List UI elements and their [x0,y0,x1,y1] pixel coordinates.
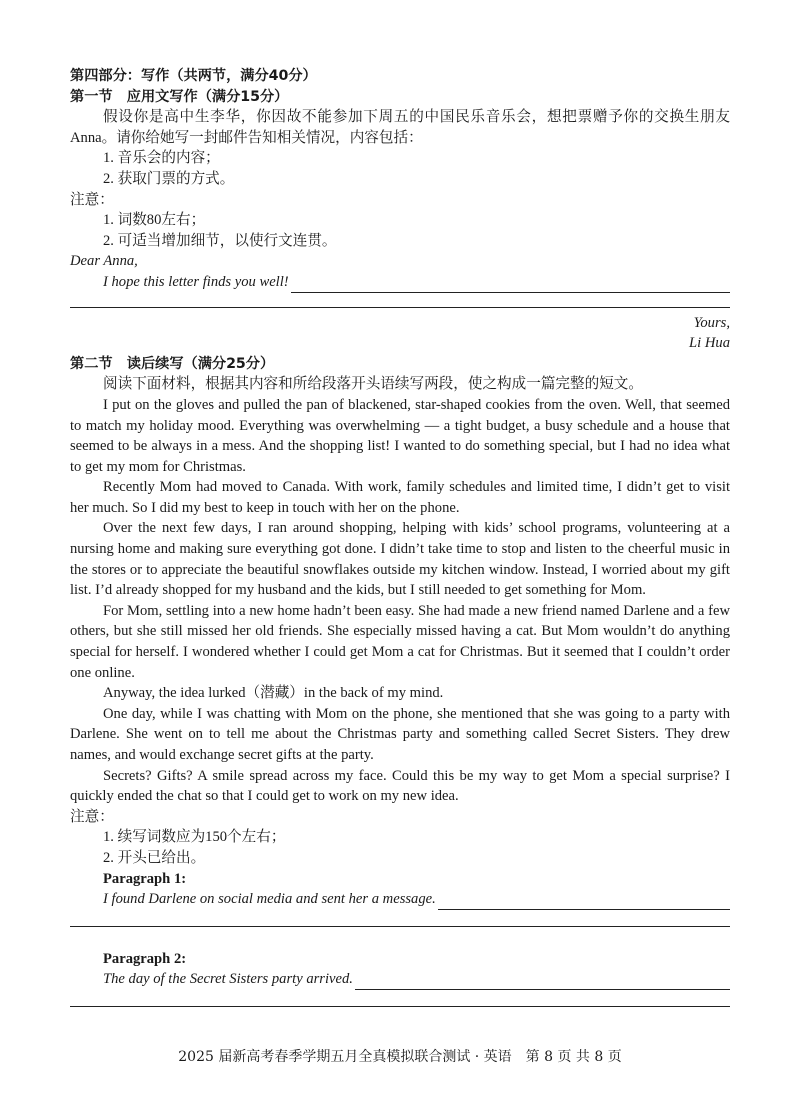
answer-line[interactable] [70,990,730,1007]
paragraph1-start: I found Darlene on social media and sent her a message. [103,891,436,908]
letter-opening: I hope this letter finds you well! [103,273,289,290]
story-paragraph: Anyway, the idea lurked（潜藏）in the back of my mind. [103,685,444,702]
section2-instruction: 阅读下面材料，根据其内容和所给段落开头语续写两段，使之构成一篇完整的短文。 [103,376,643,393]
story-paragraph: Recently Mom had moved to Canada. With work, family schedules and limited time, I didn’t get to visit her much. So I did my best to keep in touch with her on the phone. [70,479,730,516]
story-paragraph: For Mom, settling into a new home hadn’t been easy. She had made a new friend named Darlene and a few others, but she still missed her old friends. She especially missed having a cat. But Mom wouldn’t do anything special for herself. I wondered whether I could get Mom a cat for Christmas. But it seemed that I couldn’t order one online. [70,602,730,681]
answer-line[interactable] [70,293,730,308]
story-paragraph: I put on the gloves and pulled the pan of blackened, star-shaped cookies from the oven. Well, that seemed to match my holiday mood. Everything was overwhelming — a tight budget, a busy schedule and a house that seemed to be always in a mess. And the shopping list! I wanted to do something special, but I had no idea what to get my mom for Christmas. [70,396,730,475]
part4-title: 第四部分：写作（共两节，满分40分） [70,68,317,84]
note-item: 1. 词数80左右； [103,212,206,229]
section1-prompt: 假设你是高中生李华，你因故不能参加下周五的中国民乐音乐会，想把票赠予你的交换生朋友 Anna。请你给她写一封邮件告知相关情况，内容包括： [70,109,730,146]
requirement-item: 2. 获取门票的方式。 [103,170,235,187]
answer-line[interactable] [438,895,730,910]
note-item: 1. 续写词数应为150个左右； [103,829,286,846]
story-paragraph: One day, while I was chatting with Mom on the phone, she mentioned that she was going to a party with Darlene. She went on to tell me about the Christmas party and something called Secret Sisters. They drew names, and would exchange secret gifts at the party. [70,705,730,763]
note-item: 2. 开头已给出。 [103,849,206,866]
exam-page [70,66,730,1007]
paragraph2-label: Paragraph 2: [103,950,187,967]
letter-opening-row [70,272,730,293]
answer-line[interactable] [355,975,730,990]
section2-title: 第二节 读后续写（满分25分） [70,355,275,372]
paragraph2-start: The day of the Secret Sisters party arrived. [103,971,353,988]
note-label: 注意： [70,191,114,208]
section1-title: 第一节 应用文写作（满分15分） [70,88,289,105]
story-paragraph: Secrets? Gifts? A smile spread across my face. Could this be my way to get Mom a special surprise? I quickly ended the chat so that I could get to work on my new idea. [70,767,730,805]
page-footer: 2025 届新高考春季学期五月全真模拟联合测试 · 英语 第 8 页 共 8 页 [178,1049,622,1065]
requirement-item: 1. 音乐会的内容； [103,150,220,167]
paragraph1-start-row [70,889,730,910]
letter-closing: Yours, [693,314,730,331]
answer-line[interactable] [70,910,730,927]
answer-line[interactable] [291,278,730,293]
story-paragraph: Over the next few days, I ran around shopping, helping with kids’ school programs, volunteering at a nursing home and making sure everything got done. I didn’t take time to stop and listen to the cheerful music in the stores or to appreciate the beautiful snowflakes outside my kitchen window. Instead, I worried about my gift list. I’d already shopped for my husband and the kids, but I still needed to get something for Mom. [70,520,730,599]
note-item: 2. 可适当增加细节，以使行文连贯。 [103,232,337,249]
note-label: 注意： [70,808,114,825]
letter-signature: Li Hua [689,335,730,352]
letter-salutation: Dear Anna, [70,253,138,270]
paragraph2-start-row [70,969,730,990]
paragraph1-label: Paragraph 1: [103,870,187,887]
